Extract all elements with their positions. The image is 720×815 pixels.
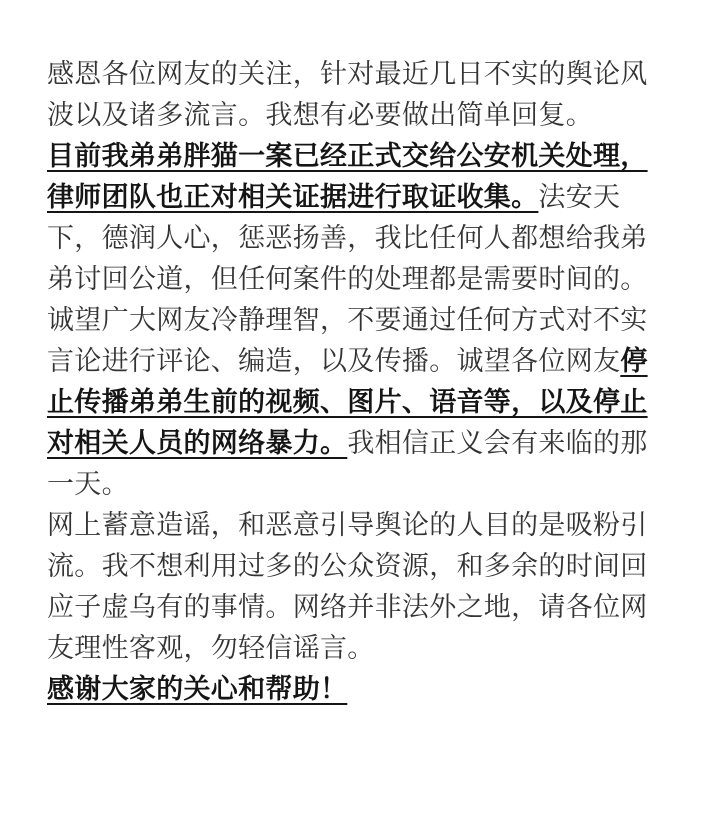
paragraph-intro — [47, 54, 667, 136]
emphasized-text: 停止传播弟弟生前的视频、图片、语音等，以及停止对相关人员的网络暴力。 — [47, 346, 648, 459]
text-segment: 感恩各位网友的关注，针对最近几日不实的舆论风波以及诸多流言。我想有必要做出简单回复。 — [47, 59, 648, 131]
text-segment: 法安天下，德润人心，惩恶扬善，我比任何人都想给我弟弟讨回公道，但任何案件的处理都是需要时间的。 — [47, 182, 648, 295]
paragraph-appeal — [47, 300, 667, 505]
statement-text — [47, 54, 667, 710]
paragraph-rumors — [47, 505, 667, 669]
text-segment: 网上蓄意造谣，和恶意引导舆论的人目的是吸粉引流。我不想利用过多的公众资源，和多余的时间回应子虚乌有的事情。网络并非法外之地，请各位网友理性客观，勿轻信谣言。 — [47, 510, 648, 664]
text-segment: 诚望广大网友冷静理智，不要通过任何方式对不实言论进行评论、编造，以及传播。诚望各位网友 — [47, 305, 648, 377]
paragraph-thanks — [47, 669, 667, 710]
text-segment: 我相信正义会有来临的那一天。 — [47, 428, 648, 500]
paragraph-case-status — [47, 136, 667, 300]
emphasized-text: 感谢大家的关心和帮助！ — [47, 674, 348, 705]
emphasized-text: 目前我弟弟胖猫一案已经正式交给公安机关处理，律师团队也正对相关证据进行取证收集。 — [47, 141, 648, 213]
